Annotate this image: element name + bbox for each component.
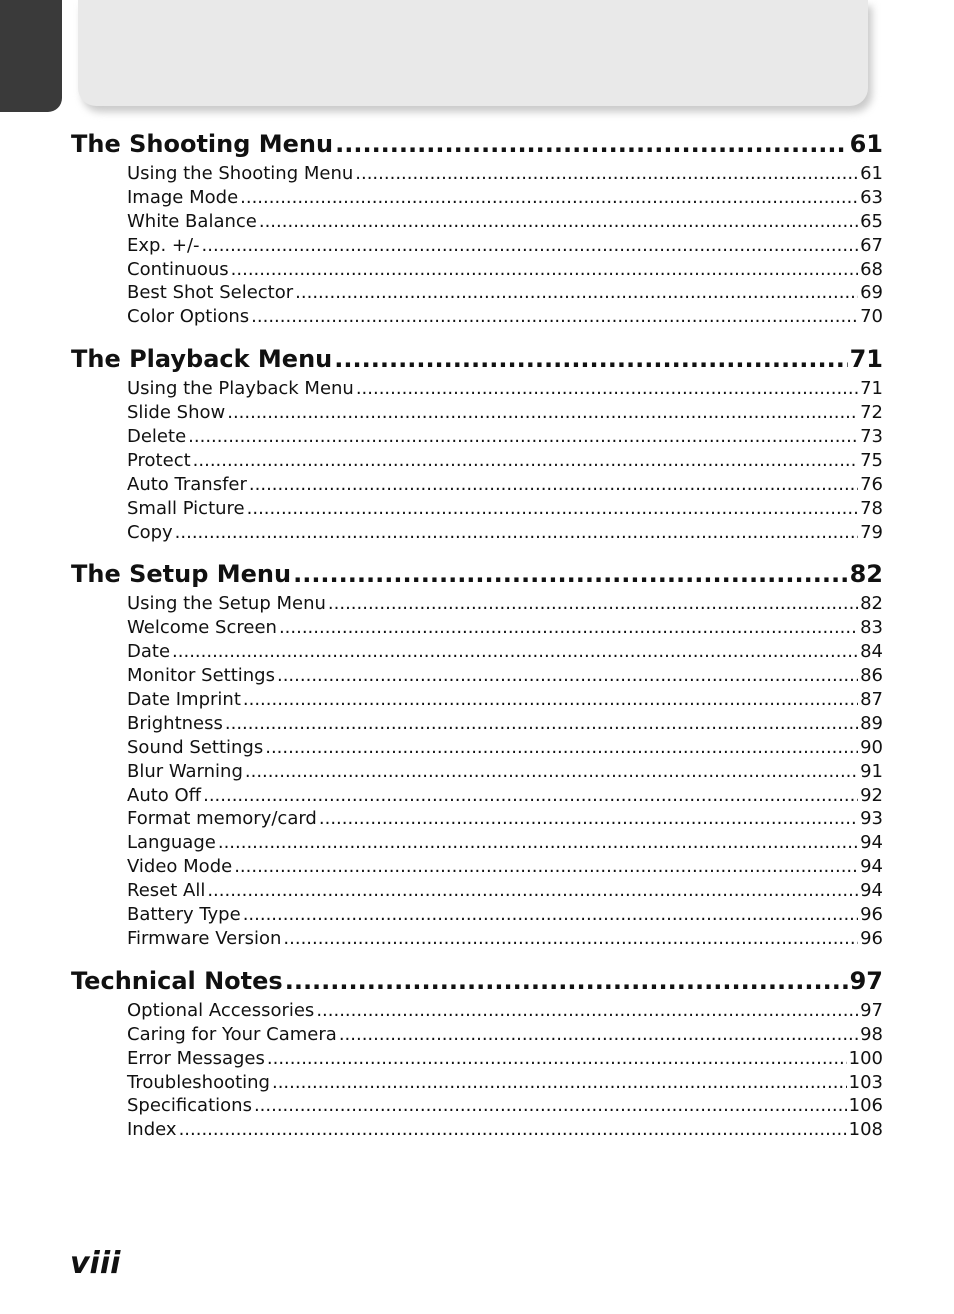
header-panel: [78, 0, 868, 106]
entry-page-number: 89: [860, 712, 883, 734]
dot-leader: [188, 425, 858, 449]
dot-leader: [207, 879, 858, 903]
entry-title: Delete: [127, 426, 187, 448]
toc-entry[interactable]: [127, 521, 883, 545]
entry-title: Continuous: [127, 258, 229, 280]
toc-section: [71, 558, 883, 950]
entry-title: Language: [127, 832, 216, 854]
entry-title: Using the Playback Menu: [127, 378, 354, 400]
entry-page-number: 67: [860, 234, 883, 256]
page-folio: viii: [70, 1246, 121, 1281]
entry-page-number: 61: [860, 163, 883, 184]
entry-title: Small Picture: [127, 497, 245, 519]
dot-leader: [279, 616, 858, 640]
toc-entry[interactable]: [127, 784, 883, 808]
toc-entry[interactable]: [127, 305, 883, 329]
toc-entry[interactable]: [127, 234, 883, 258]
dot-leader: [247, 497, 858, 521]
toc-entry[interactable]: [127, 712, 883, 736]
dot-leader: [335, 128, 848, 160]
entry-title: Image Mode: [127, 186, 239, 208]
entry-page-number: 78: [860, 497, 883, 519]
toc-section: [71, 343, 883, 544]
section-title: The Shooting Menu: [71, 130, 334, 158]
dot-leader: [240, 186, 858, 210]
toc-entry[interactable]: [127, 927, 883, 951]
entry-page-number: 96: [860, 904, 883, 926]
dot-leader: [249, 473, 858, 497]
entry-title: Welcome Screen: [127, 617, 277, 639]
section-page-number: 71: [849, 345, 883, 374]
entry-title: Best Shot Selector: [127, 282, 294, 304]
toc-entry[interactable]: [127, 258, 883, 282]
section-heading[interactable]: [71, 128, 883, 160]
entry-page-number: 79: [860, 521, 883, 543]
toc-entry[interactable]: [127, 664, 883, 688]
entry-page-number: 71: [860, 378, 883, 400]
entry-title: Optional Accessories: [127, 999, 315, 1021]
entry-title: Sound Settings: [127, 736, 264, 758]
section-title: The Playback Menu: [71, 345, 333, 374]
entry-page-number: 98: [860, 1023, 883, 1045]
entry-title: Blur Warning: [127, 760, 243, 782]
toc-entry[interactable]: [127, 855, 883, 879]
section-title: Technical Notes: [71, 966, 283, 995]
dot-leader: [277, 664, 858, 688]
dot-leader: [218, 831, 858, 855]
entry-page-number: 92: [860, 784, 883, 806]
toc-entry[interactable]: [127, 377, 883, 401]
toc-entry[interactable]: [127, 210, 883, 234]
entry-list: [127, 999, 883, 1142]
entry-title: Index: [127, 1119, 177, 1141]
entry-title: Color Options: [127, 306, 250, 328]
entry-page-number: 75: [860, 449, 883, 471]
dot-leader: [172, 640, 858, 664]
dot-leader: [202, 234, 859, 258]
dot-leader: [272, 1071, 847, 1095]
dot-leader: [254, 1094, 847, 1118]
entry-title: Date Imprint: [127, 689, 241, 711]
dot-leader: [295, 281, 858, 305]
dot-leader: [193, 449, 858, 473]
entry-list: [127, 592, 883, 950]
entry-title: White Balance: [127, 210, 257, 232]
toc-section: [71, 128, 883, 329]
entry-title: Using the Shooting Menu: [127, 163, 354, 184]
entry-list: [127, 162, 883, 329]
dot-leader: [316, 999, 858, 1023]
dot-leader: [234, 855, 858, 879]
table-of-contents: [71, 128, 883, 1156]
dot-leader: [243, 688, 858, 712]
dot-leader: [267, 1047, 847, 1071]
toc-entry[interactable]: [127, 449, 883, 473]
entry-page-number: 86: [860, 665, 883, 687]
entry-page-number: 90: [860, 736, 883, 758]
toc-entry[interactable]: [127, 1118, 883, 1142]
entry-page-number: 63: [860, 186, 883, 208]
dot-leader: [319, 807, 858, 831]
section-heading[interactable]: [71, 558, 883, 590]
toc-entry[interactable]: [127, 497, 883, 521]
toc-entry[interactable]: [127, 162, 883, 186]
dot-leader: [285, 965, 848, 997]
toc-entry[interactable]: [127, 473, 883, 497]
entry-page-number: 96: [860, 927, 883, 949]
entry-title: Monitor Settings: [127, 665, 275, 687]
entry-title: Troubleshooting: [127, 1071, 270, 1093]
dot-leader: [265, 736, 858, 760]
toc-entry[interactable]: [127, 1071, 883, 1095]
entry-title: Firmware Version: [127, 927, 282, 949]
entry-page-number: 72: [860, 402, 883, 424]
entry-page-number: 91: [860, 760, 883, 782]
dot-leader: [283, 927, 858, 951]
toc-entry[interactable]: [127, 903, 883, 927]
entry-title: Auto Transfer: [127, 473, 247, 495]
entry-page-number: 94: [860, 832, 883, 854]
toc-entry[interactable]: [127, 281, 883, 305]
toc-entry[interactable]: [127, 616, 883, 640]
dot-leader: [339, 1023, 858, 1047]
entry-page-number: 87: [860, 689, 883, 711]
section-page-number: 61: [849, 130, 883, 158]
entry-page-number: 97: [860, 999, 883, 1021]
dot-leader: [251, 305, 858, 329]
dot-leader: [227, 401, 858, 425]
entry-title: Exp. +/-: [127, 234, 200, 256]
entry-page-number: 93: [860, 808, 883, 830]
toc-entry[interactable]: [127, 1023, 883, 1047]
entry-page-number: 94: [860, 880, 883, 902]
toc-entry[interactable]: [127, 807, 883, 831]
entry-page-number: 108: [848, 1119, 883, 1141]
entry-page-number: 76: [860, 473, 883, 495]
entry-page-number: 65: [860, 210, 883, 232]
toc-entry[interactable]: [127, 592, 883, 616]
entry-title: Date: [127, 641, 171, 663]
section-page-number: 82: [849, 560, 883, 589]
toc-entry[interactable]: [127, 1047, 883, 1071]
dot-leader: [334, 343, 847, 375]
section-heading[interactable]: [71, 343, 883, 375]
entry-page-number: 103: [848, 1071, 883, 1093]
dot-leader: [356, 377, 858, 401]
toc-entry[interactable]: [127, 401, 883, 425]
entry-page-number: 82: [860, 593, 883, 615]
entry-page-number: 100: [848, 1047, 883, 1069]
dot-leader: [243, 903, 858, 927]
entry-title: Brightness: [127, 712, 223, 734]
section-page-number: 97: [849, 966, 883, 995]
entry-page-number: 94: [860, 856, 883, 878]
dot-leader: [231, 258, 858, 282]
entry-title: Video Mode: [127, 856, 233, 878]
entry-title: Battery Type: [127, 904, 241, 926]
entry-title: Specifications: [127, 1095, 252, 1117]
entry-title: Format memory/card: [127, 808, 317, 830]
toc-entry[interactable]: [127, 760, 883, 784]
entry-page-number: 83: [860, 617, 883, 639]
section-heading[interactable]: [71, 965, 883, 997]
toc-entry[interactable]: [127, 1094, 883, 1118]
entry-title: Slide Show: [127, 402, 226, 424]
dot-leader: [293, 558, 848, 590]
entry-title: Auto Off: [127, 784, 202, 806]
entry-page-number: 84: [860, 641, 883, 663]
dot-leader: [355, 162, 858, 186]
dot-leader: [179, 1118, 847, 1142]
chapter-tab: [0, 0, 62, 112]
toc-entry[interactable]: [127, 688, 883, 712]
section-title: The Setup Menu: [71, 560, 292, 589]
dot-leader: [175, 521, 858, 545]
toc-entry[interactable]: [127, 186, 883, 210]
entry-page-number: 68: [860, 258, 883, 280]
entry-title: Protect: [127, 449, 191, 471]
entry-page-number: 73: [860, 426, 883, 448]
dot-leader: [203, 784, 858, 808]
toc-entry[interactable]: [127, 736, 883, 760]
entry-title: Copy: [127, 521, 173, 543]
entry-title: Using the Setup Menu: [127, 593, 326, 615]
toc-entry[interactable]: [127, 831, 883, 855]
dot-leader: [328, 592, 858, 616]
toc-section: [71, 965, 883, 1142]
entry-title: Caring for Your Camera: [127, 1023, 337, 1045]
dot-leader: [245, 760, 858, 784]
toc-entry[interactable]: [127, 640, 883, 664]
entry-page-number: 106: [848, 1095, 883, 1117]
dot-leader: [225, 712, 858, 736]
entry-title: Reset All: [127, 880, 206, 902]
toc-entry[interactable]: [127, 879, 883, 903]
entry-page-number: 69: [860, 282, 883, 304]
entry-list: [127, 377, 883, 544]
entry-title: Error Messages: [127, 1047, 265, 1069]
toc-entry[interactable]: [127, 999, 883, 1023]
dot-leader: [259, 210, 858, 234]
toc-entry[interactable]: [127, 425, 883, 449]
entry-page-number: 70: [860, 306, 883, 328]
